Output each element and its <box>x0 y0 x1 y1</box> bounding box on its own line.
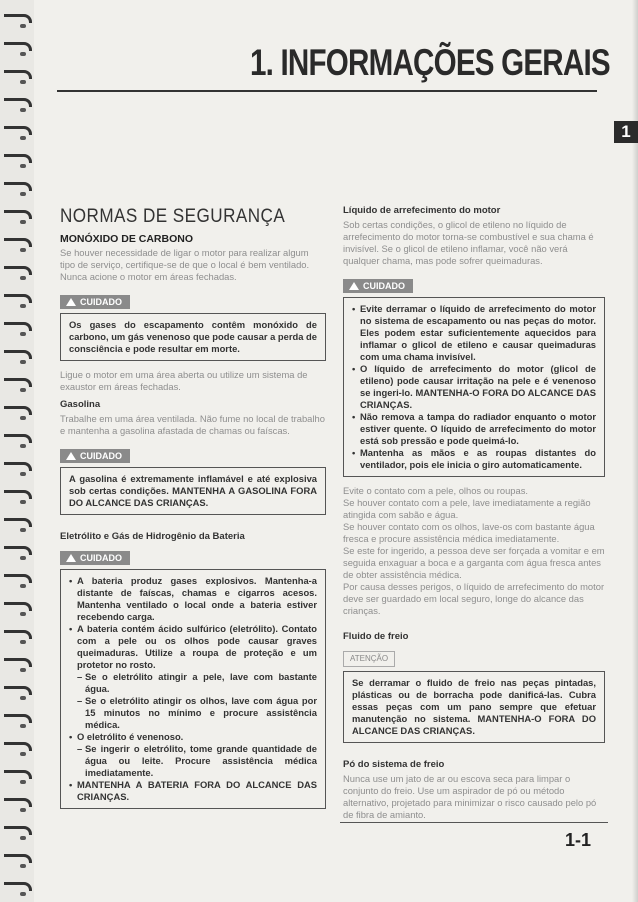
list-item: • A bateria contém ácido sulfúrico (eletrólito). Contato com a pele ou os olhos pode causar graves queimaduras. Utilize a roupa de proteção e um protetor no rosto. <box>77 623 317 671</box>
warning-label-text: CUIDADO <box>80 553 122 563</box>
monoxide-intro: Se houver necessidade de ligar o motor para realizar algum tipo de serviço, certifique-se de que o local é bem ventilado. Nunca acione o motor em áreas fechadas. <box>60 247 310 282</box>
battery-warning-list <box>69 575 317 803</box>
binding-ring <box>4 546 32 555</box>
list-item: – Se ingerir o eletrólito, tome grande quantidade de água ou leite. Procure assistência médica imediatamente. <box>77 743 317 779</box>
monoxide-after: Ligue o motor em uma área aberta ou utilize um sistema de exaustor em áreas fechadas. <box>60 369 308 392</box>
binding-hole <box>20 80 26 84</box>
gasoline-text: Trabalhe em uma área ventilada. Não fume no local de trabalho e mantenha a gasolina afastada de chamas ou faíscas. <box>60 413 325 436</box>
binding-hole <box>20 52 26 56</box>
coolant-after: Evite o contato com a pele, olhos ou roupas. Se houver contato com a pele, lave imediatamente a região atingida com sabão e água. Se houver contato com os olhos, lave-os com bastante água fresca e procure assistência médica imediatamente. Se este for ingerido, a pessoa deve ser forçada a vomitar e em seguida enxaguar a boca e a garganta com água fresca antes de obter assistência médica. Por causa desses perigos, o líquido de arrefecimento do motor deve ser guardado em local seguro, longe do alcance das crianças. <box>343 485 605 616</box>
binding-ring <box>4 182 32 191</box>
binding-ring <box>4 294 32 303</box>
binding-hole <box>20 892 26 896</box>
right-column <box>343 205 605 827</box>
binding-hole <box>20 444 26 448</box>
binding-hole <box>20 640 26 644</box>
binding-hole <box>20 304 26 308</box>
binding-ring <box>4 854 32 863</box>
warning-icon <box>349 282 359 290</box>
binding-hole <box>20 668 26 672</box>
list-item: • Não remova a tampa do radiador enquanto o motor estiver quente. O líquido de arrefecimento do motor está sob pressão e pode queimá-lo. <box>360 411 596 447</box>
binding-hole <box>20 192 26 196</box>
list-item: • Mantenha as mãos e as roupas distantes do ventilador, pois ele inicia o giro automaticamente. <box>360 447 596 471</box>
binding-hole <box>20 276 26 280</box>
battery-warning-label <box>60 551 130 565</box>
binding-hole <box>20 696 26 700</box>
list-item: – Se o eletrólito atingir a pele, lave com bastante água. <box>77 671 317 695</box>
binding-hole <box>20 332 26 336</box>
binding-ring <box>4 14 32 23</box>
binding-hole <box>20 416 26 420</box>
binding-ring <box>4 406 32 415</box>
binding-ring <box>4 602 32 611</box>
chapter-title: 1. INFORMAÇÕES GERAIS <box>250 42 610 83</box>
battery-warning-box <box>60 569 326 809</box>
gasoline-heading: Gasolina <box>60 399 101 410</box>
binding-ring <box>4 434 32 443</box>
binding-hole <box>20 528 26 532</box>
binding-hole <box>20 612 26 616</box>
spiral-binding <box>0 0 34 902</box>
monoxide-heading: MONÓXIDO DE CARBONO <box>60 233 194 245</box>
binding-hole <box>20 136 26 140</box>
title-rule <box>57 90 597 92</box>
section-title: NORMAS DE SEGURANÇA <box>60 206 286 227</box>
chapter-tab: 1 <box>614 121 638 143</box>
brake-fluid-heading: Fluido de freio <box>343 631 409 642</box>
binding-hole <box>20 108 26 112</box>
binding-hole <box>20 248 26 252</box>
gasoline-warning-label <box>60 449 130 463</box>
binding-ring <box>4 518 32 527</box>
warning-label-text: CUIDADO <box>363 281 405 291</box>
binding-hole <box>20 24 26 28</box>
binding-ring <box>4 350 32 359</box>
binding-hole <box>20 360 26 364</box>
warning-icon <box>66 452 76 460</box>
page-number: 1-1 <box>565 830 592 850</box>
coolant-heading: Líquido de arrefecimento do motor <box>343 205 501 216</box>
coolant-warning-list <box>352 303 596 471</box>
binding-ring <box>4 210 32 219</box>
binding-hole <box>20 556 26 560</box>
brake-dust-text: Nunca use um jato de ar ou escova seca para limpar o conjunto do freio. Use um aspirador de pó ou método alternativo, projetado para minimizar o risco causado pelo pó de fibra de amianto. <box>343 773 597 820</box>
list-item: – Se o eletrólito atingir os olhos, lave com água por 15 minutos no mínimo e procure assistência médica. <box>77 695 317 731</box>
binding-ring <box>4 630 32 639</box>
monoxide-warning-label <box>60 295 130 309</box>
brake-fluid-warning-box: Se derramar o fluido de freio nas peças pintadas, plásticas ou de borracha pode danificá-las. Cubra essas peças com um pano sempre que efetuar manutenção no sistema. MANTENHA-O FORA DO ALCANCE DAS CRIANÇAS. <box>343 671 605 743</box>
binding-ring <box>4 378 32 387</box>
binding-hole <box>20 752 26 756</box>
binding-hole <box>20 724 26 728</box>
list-item: • O eletrólito é venenoso. <box>77 731 317 743</box>
binding-ring <box>4 238 32 247</box>
coolant-warning-box <box>343 297 605 477</box>
list-item: • A bateria produz gases explosivos. Mantenha-a distante de faíscas, chamas e cigarros acesos. Mantenha ventilado o local onde a bateria estiver recebendo carga. <box>77 575 317 623</box>
binding-ring <box>4 266 32 275</box>
list-item: • Evite derramar o líquido de arrefecimento do motor no sistema de escapamento ou nas peças do motor. Eles podem estar suficientemente aquecidos para inflamar o glicol de etileno e causar queimaduras com uma chama invisível. <box>360 303 596 363</box>
warning-label-text: CUIDADO <box>80 451 122 461</box>
list-item: • MANTENHA A BATERIA FORA DO ALCANCE DAS CRIANÇAS. <box>77 779 317 803</box>
binding-ring <box>4 714 32 723</box>
list-item: • O líquido de arrefecimento do motor (glicol de etileno) pode causar irritação na pele e é venenoso se ingeri-lo. MANTENHA-O FORA DO ALCANCE DAS CRIANÇAS. <box>360 363 596 411</box>
coolant-warning-label <box>343 279 413 293</box>
binding-hole <box>20 388 26 392</box>
coolant-intro: Sob certas condições, o glicol de etileno no líquido de arrefecimento do motor torna-se combustível e sua chama é invisível. Se o glicol de etileno inflamar, você não verá qualquer chama, mas pode sofrer queimaduras. <box>343 219 594 266</box>
brake-dust-heading: Pó do sistema de freio <box>343 759 445 770</box>
warning-icon <box>66 554 76 562</box>
binding-ring <box>4 770 32 779</box>
binding-ring <box>4 42 32 51</box>
binding-ring <box>4 126 32 135</box>
footer-rule <box>340 822 608 823</box>
binding-hole <box>20 164 26 168</box>
binding-hole <box>20 864 26 868</box>
binding-hole <box>20 220 26 224</box>
binding-ring <box>4 826 32 835</box>
monoxide-warning-box: Os gases do escapamento contêm monóxido de carbono, um gás venenoso que pode causar a perda de consciência e pode resultar em morte. <box>60 313 326 361</box>
binding-ring <box>4 70 32 79</box>
binding-ring <box>4 322 32 331</box>
warning-icon <box>66 298 76 306</box>
binding-hole <box>20 808 26 812</box>
left-column <box>60 205 326 817</box>
warning-label-text: CUIDADO <box>80 297 122 307</box>
binding-hole <box>20 836 26 840</box>
binding-ring <box>4 686 32 695</box>
binding-ring <box>4 742 32 751</box>
binding-hole <box>20 584 26 588</box>
binding-ring <box>4 798 32 807</box>
battery-heading: Eletrólito e Gás de Hidrogênio da Bateria <box>60 531 245 542</box>
binding-ring <box>4 462 32 471</box>
binding-ring <box>4 490 32 499</box>
binding-ring <box>4 882 32 891</box>
attention-label: ATENÇÃO <box>343 651 395 667</box>
binding-hole <box>20 472 26 476</box>
binding-ring <box>4 658 32 667</box>
binding-hole <box>20 780 26 784</box>
binding-hole <box>20 500 26 504</box>
binding-ring <box>4 154 32 163</box>
binding-ring <box>4 98 32 107</box>
binding-ring <box>4 574 32 583</box>
gasoline-warning-box: A gasolina é extremamente inflamável e até explosiva sob certas condições. MANTENHA A GASOLINA FORA DO ALCANCE DAS CRIANÇAS. <box>60 467 326 515</box>
